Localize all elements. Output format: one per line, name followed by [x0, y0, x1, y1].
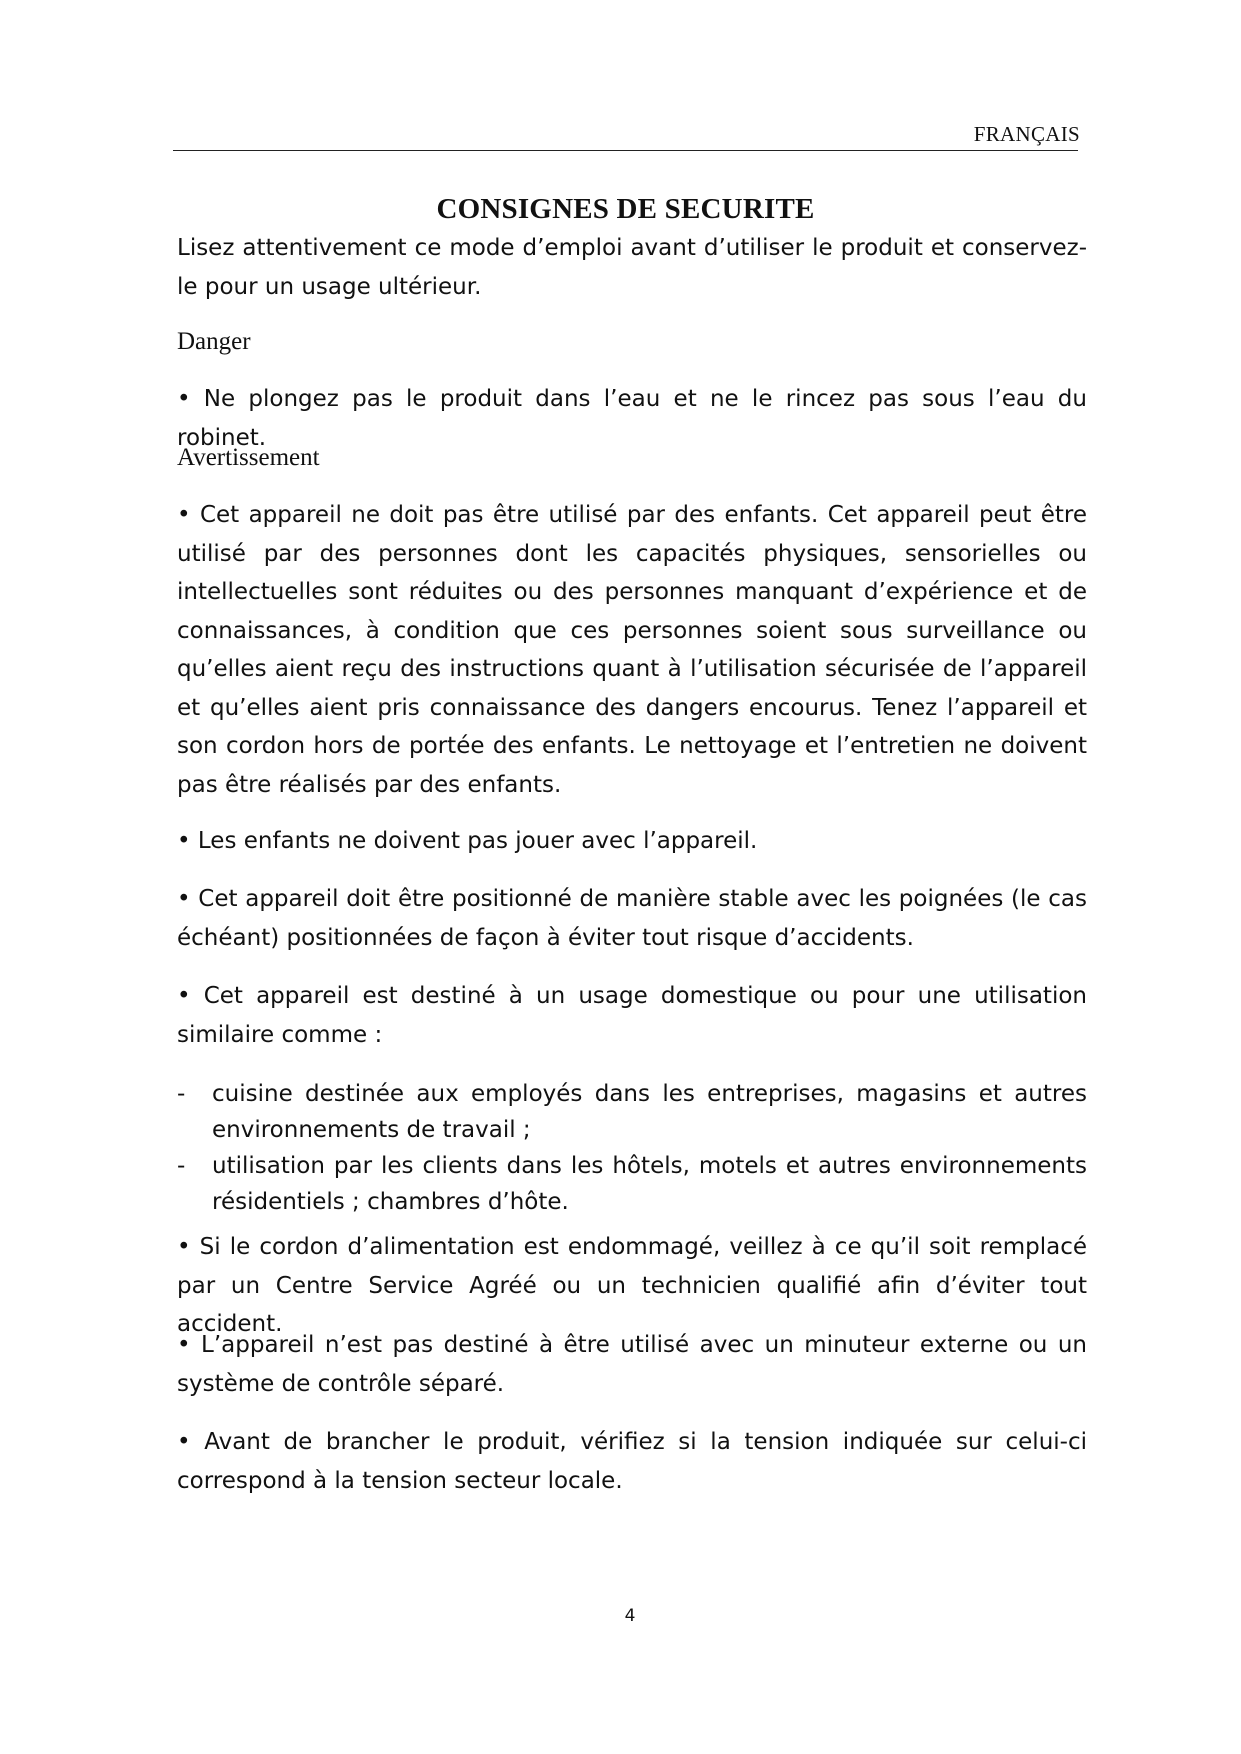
warning-item-children: • Cet appareil ne doit pas être utilisé par des enfants. Cet appareil peut être utilisé par des personnes dont les capacités physiques, sensorielles ou intellectuelles sont réduites ou des personnes manquant d’expérience et de connaissances, à condition que ces personnes soient sous surveillance ou qu’elles aient reçu des instructions quant à l’utilisation sécurisée de l’appareil et qu’elles aient pris connaissance des dangers encourus. Tenez l’appareil et son cordon hors de portée des enfants. Le nettoyage et l’entretien ne doivent pas être réalisés par des enfants.: [177, 502, 1087, 798]
warning-heading: Avertissement: [177, 444, 320, 471]
warning-item-domestic: • Cet appareil est destiné à un usage domestique ou pour une utilisation similaire comme :: [177, 983, 1087, 1048]
sub-item-text: cuisine destinée aux employés dans les entreprises, magasins et autres environnements de travail ;: [212, 1081, 1087, 1143]
danger-item: • Ne plongez pas le produit dans l’eau et ne le rincez pas sous l’eau du robinet.: [177, 386, 1087, 451]
page-number: 4: [624, 1606, 636, 1626]
warning-item-stable: • Cet appareil doit être positionné de manière stable avec les poignées (le cas échéant) positionnées de façon à éviter tout risque d’accidents.: [177, 886, 1087, 951]
warning-item-play: • Les enfants ne doivent pas jouer avec l’appareil.: [177, 828, 758, 854]
dash-marker: -: [177, 1153, 186, 1179]
dash-marker: -: [177, 1081, 186, 1107]
sub-item-hotels: [177, 1148, 1087, 1220]
item-voltage: • Avant de brancher le produit, vérifiez si la tension indiquée sur celui-ci correspond à la tension secteur locale.: [177, 1429, 1087, 1494]
intro-paragraph: Lisez attentivement ce mode d’emploi avant d’utiliser le produit et conservez-le pour un usage ultérieur.: [177, 235, 1087, 300]
header-divider: [173, 150, 1078, 151]
header-language: FRANÇAIS: [973, 122, 1080, 146]
sub-item-kitchen: [177, 1076, 1087, 1148]
item-timer: • L’appareil n’est pas destiné à être utilisé avec un minuteur externe ou un système de contrôle séparé.: [177, 1332, 1087, 1397]
page-title: CONSIGNES DE SECURITE: [436, 193, 815, 225]
item-power-cord: • Si le cordon d’alimentation est endommagé, veillez à ce qu’il soit remplacé par un Centre Service Agréé ou un technicien qualifié afin d’éviter tout accident.: [177, 1234, 1087, 1337]
danger-heading: Danger: [177, 328, 251, 355]
sub-item-text: utilisation par les clients dans les hôtels, motels et autres environnements résidentiels ; chambres d’hôte.: [212, 1153, 1087, 1215]
